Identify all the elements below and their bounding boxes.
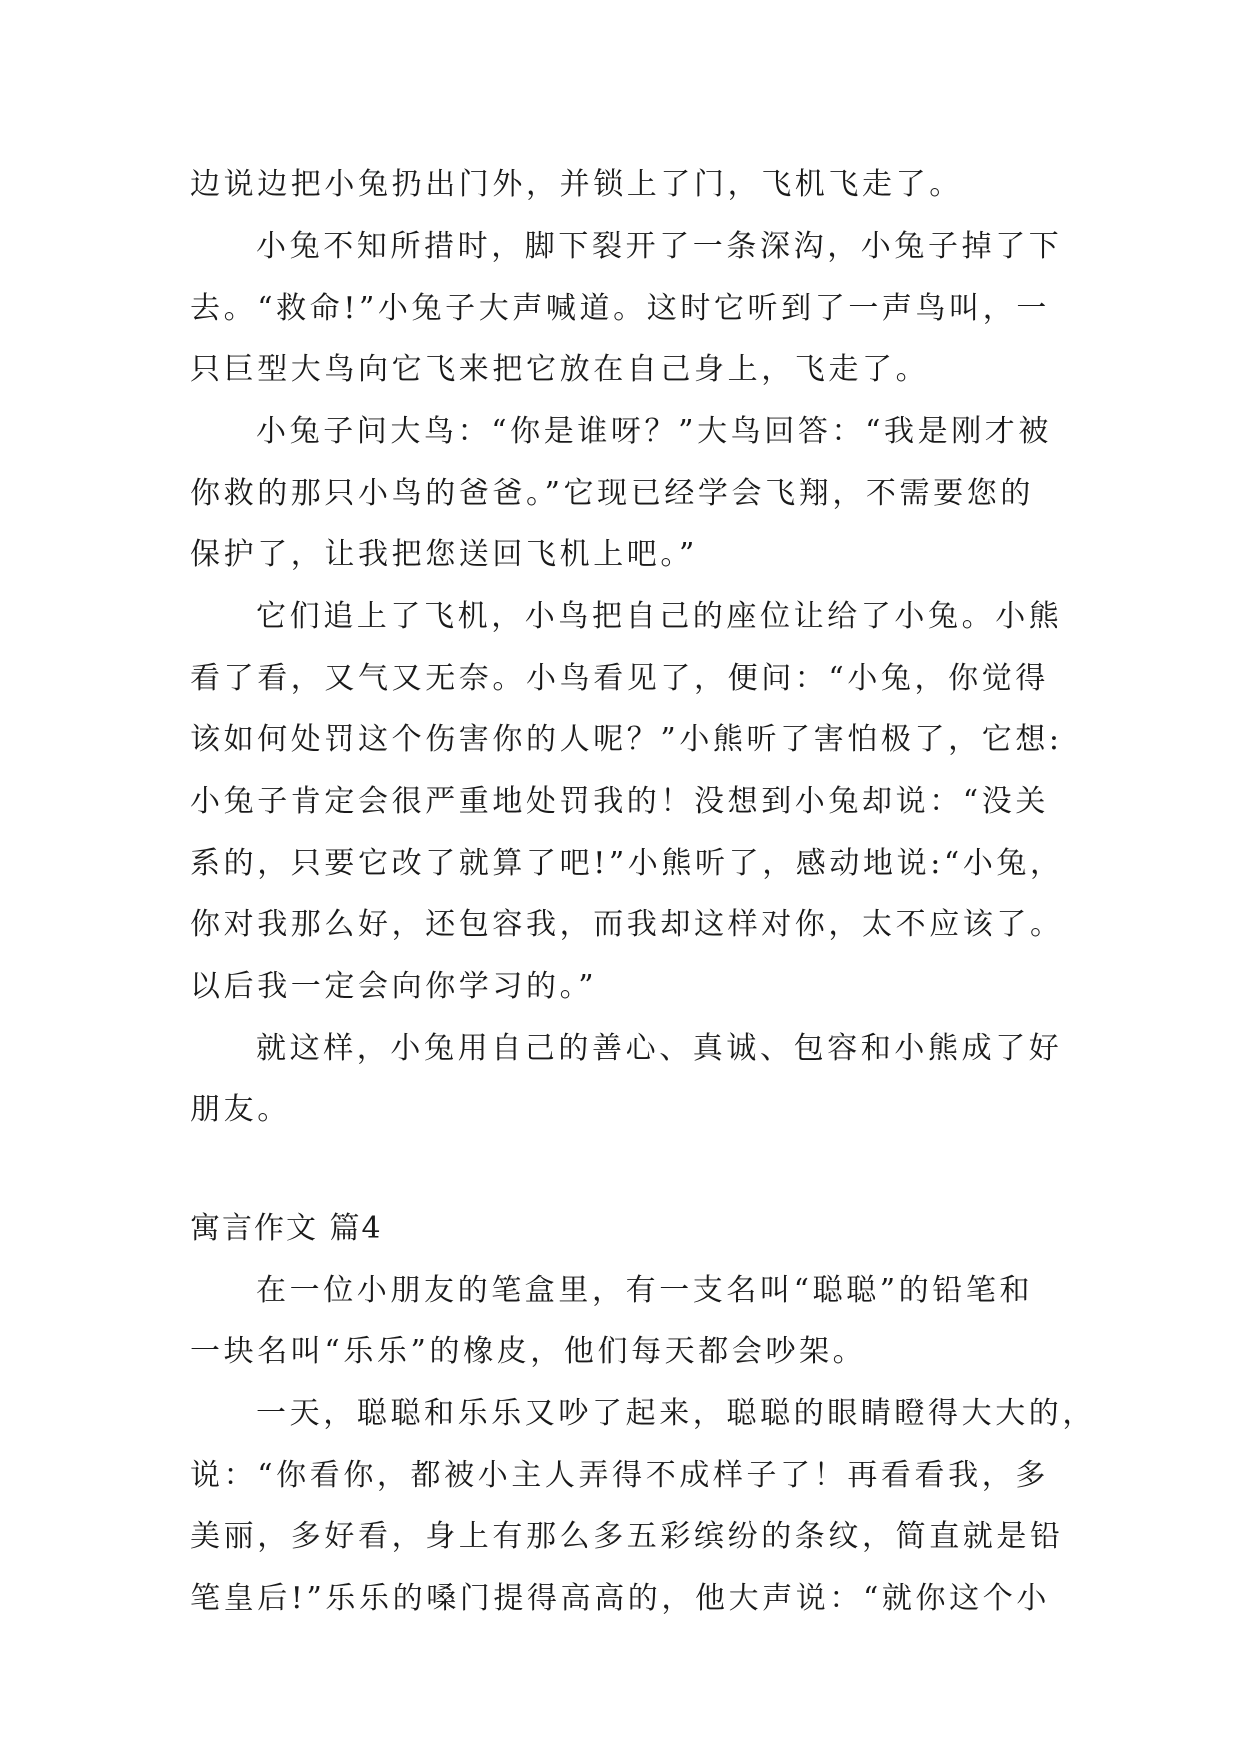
- text-line: 保护了，让我把您送回飞机上吧。”: [190, 537, 698, 572]
- text-line: 小兔子肯定会很严重地处罚我的！没想到小兔却说：“没关: [190, 784, 1049, 819]
- text-line: 一块名叫“乐乐”的橡皮，他们每天都会吵架。: [190, 1334, 867, 1369]
- text-line: 系的，只要它改了就算了吧!”小熊听了，感动地说:“小兔，: [190, 846, 1064, 881]
- text-line: 以后我一定会向你学习的。”: [190, 969, 598, 1004]
- text-line: 说：“你看你，都被小主人弄得不成样子了！再看看我，多: [190, 1458, 1049, 1493]
- text-line: 去。“救命!”小兔子大声喊道。这时它听到了一声鸟叫，一: [190, 291, 1050, 326]
- text-line: 你对我那么好，还包容我，而我却这样对你，太不应该了。: [190, 907, 1064, 942]
- text-line: 朋友。: [190, 1092, 291, 1127]
- paragraph-first-line: 小兔不知所措时，脚下裂开了一条深沟，小兔子掉了下: [256, 229, 1063, 264]
- section-heading: 寓言作文 篇4: [190, 1211, 383, 1246]
- text-line: 边说边把小兔扔出门外，并锁上了门，飞机飞走了。: [190, 167, 963, 202]
- paragraph-first-line: 一天，聪聪和乐乐又吵了起来，聪聪的眼睛瞪得大大的，: [256, 1396, 1096, 1431]
- paragraph-first-line: 它们追上了飞机，小鸟把自己的座位让给了小兔。小熊: [256, 599, 1063, 634]
- text-line: 你救的那只小鸟的爸爸。”它现已经学会飞翔，不需要您的: [190, 476, 1034, 511]
- text-line: 看了看，又气又无奈。小鸟看见了，便问：“小兔，你觉得: [190, 661, 1049, 696]
- text-line: 该如何处罚这个伤害你的人呢？”小熊听了害怕极了，它想:: [190, 722, 1063, 757]
- text-line: 美丽，多好看，身上有那么多五彩缤纷的条纹，简直就是铅: [190, 1519, 1064, 1554]
- paragraph-first-line: 在一位小朋友的笔盒里，有一支名叫“聪聪”的铅笔和: [256, 1273, 1034, 1308]
- text-line: 只巨型大鸟向它飞来把它放在自己身上，飞走了。: [190, 352, 930, 387]
- paragraph-first-line: 小兔子问大鸟：“你是谁呀？”大鸟回答：“我是刚才被: [256, 414, 1053, 449]
- paragraph-first-line: 就这样，小兔用自己的善心、真诚、包容和小熊成了好: [256, 1031, 1063, 1066]
- text-line: 笔皇后!”乐乐的嗓门提得高高的，他大声说：“就你这个小: [190, 1581, 1050, 1616]
